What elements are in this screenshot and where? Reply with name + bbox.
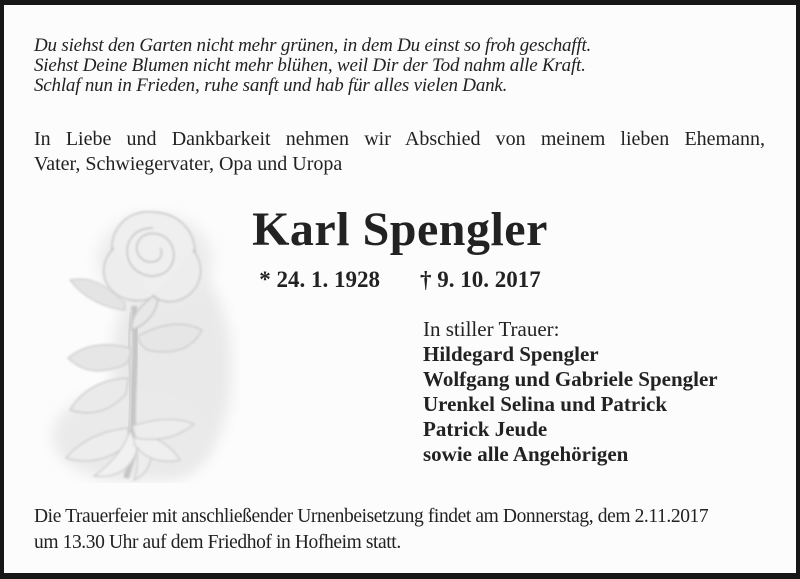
- mourner-name: Hildegard Spengler: [423, 342, 599, 366]
- mourner-name: Wolfgang und Gabriele Spengler: [423, 367, 718, 391]
- poem-line: Siehst Deine Blumen nicht mehr blühen, weil Dir der Tod nahm alle Kraft.: [34, 55, 586, 76]
- mourner-name: Urenkel Selina und Patrick: [423, 392, 668, 416]
- death-date: † 9. 10. 2017: [420, 267, 541, 292]
- intro-line-2: Vater, Schwiegervater, Opa und Uropa: [34, 153, 343, 175]
- mourners-list: [423, 317, 718, 467]
- poem-line: Du siehst den Garten nicht mehr grünen, in dem Du einst so froh geschafft.: [34, 35, 592, 56]
- funeral-details: [34, 504, 708, 556]
- intro-line-1: In Liebe und Dankbarkeit nehmen wir Abschied von meinem lieben Ehemann,: [34, 128, 765, 150]
- mourner-name: sowie alle Angehörigen: [423, 442, 629, 466]
- life-dates: [4, 267, 796, 293]
- funeral-line-2: um 13.30 Uhr auf dem Friedhof in Hofheim statt.: [34, 532, 401, 553]
- funeral-line-1: Die Trauerfeier mit anschließender Urnenbeisetzung findet am Donnerstag, dem 2.11.2017: [34, 506, 709, 527]
- poem: [34, 36, 591, 96]
- intro-paragraph: [34, 127, 765, 177]
- mourner-name: Patrick Jeude: [423, 417, 548, 441]
- poem-line: Schlaf nun in Frieden, ruhe sanft und hab für alles vielen Dank.: [34, 75, 508, 96]
- mourners-heading: In stiller Trauer:: [423, 317, 560, 341]
- deceased-name: Karl Spengler: [252, 203, 548, 256]
- birth-date: * 24. 1. 1928: [259, 267, 380, 292]
